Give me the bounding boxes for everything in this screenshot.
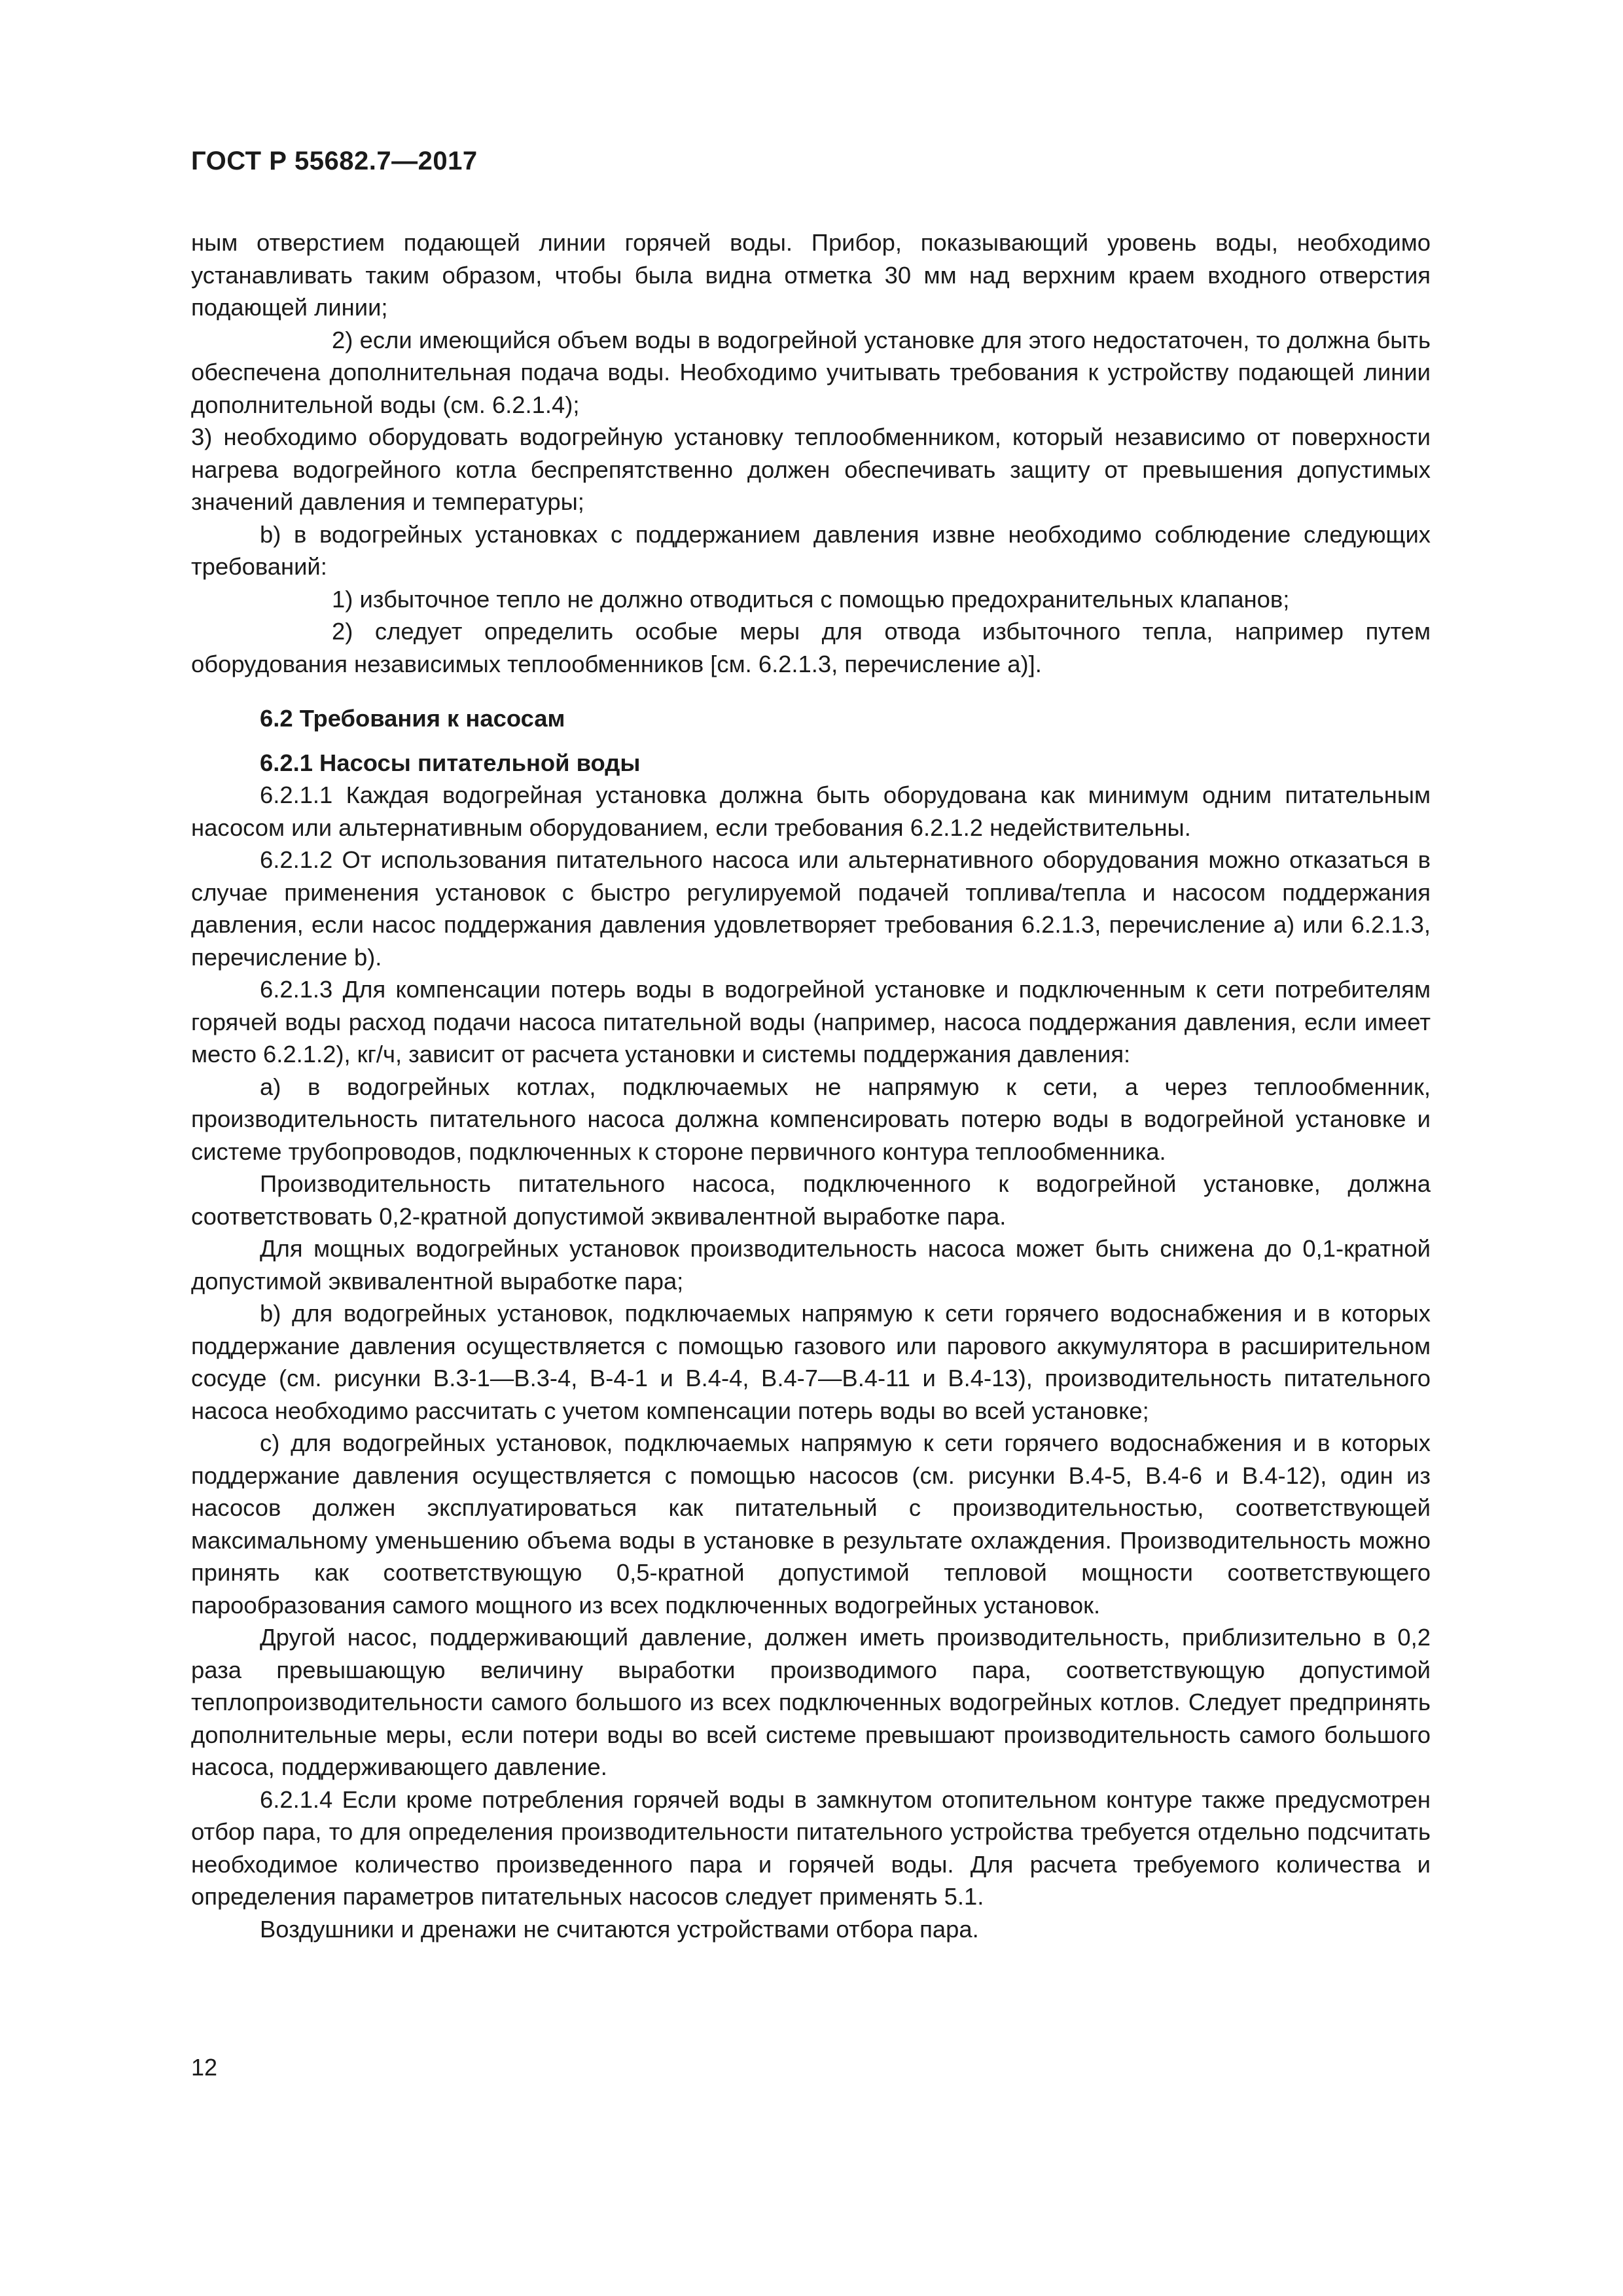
list-item: а) в водогрейных котлах, подключаемых не напрямую к сети, а через теплообменник, производительность питательного насоса должна компенсировать потерю воды в водогрейной установке и системе трубопроводов, подключенных к стороне первичного контура теплообменника. xyxy=(191,1073,1431,1165)
list-item: b) для водогрейных установок, подключаемых напрямую к сети горячего водоснабжения и в которых поддержание давления осуществляется с помощью газового или парового аккумулятора в расширительном сосуде (см. рисунки В.3-1—В.3-4, В-4-1 и В.4-4, В.4-7—В.4-11 и В.4-13), производительность питательного насоса необходимо рассчитать с учетом компенсации потерь воды во всей установке; xyxy=(191,1300,1431,1424)
subsection-heading: 6.2.1 Насосы питательной воды xyxy=(260,749,641,776)
document-body xyxy=(191,226,1431,1945)
list-item: с) для водогрейных установок, подключаемых напрямую к сети горячего водоснабжения и в которых поддержание давления осуществляется с помощью насосов (см. рисунки В.4-5, В.4-6 и В.4-12), один из насосов должен эксплуатироваться как питательный с производительностью, соответствующей максимальному уменьшению объема воды в установке в результате охлаждения. Производительность можно принять как соответствующую 0,5-кратной допустимой тепловой мощности соответствующего парообразования самого мощного из всех подключенных водогрейных установок. xyxy=(191,1429,1431,1619)
list-item: 1) избыточное тепло не должно отводиться с помощью предохранительных клапанов; xyxy=(332,585,1290,613)
spacer xyxy=(191,735,1431,747)
paragraph: ным отверстием подающей линии горячей воды. Прибор, показывающий уровень воды, необходимо устанавливать таким образом, чтобы была видна отметка 30 мм над верхним краем входного отверстия подающей линии; xyxy=(191,229,1431,321)
paragraph: Для мощных водогрейных установок производительность насоса может быть снижена до 0,1-кратной допустимой эквивалентной выработке пара; xyxy=(191,1235,1431,1295)
document-header: ГОСТ Р 55682.7—2017 xyxy=(191,147,478,175)
paragraph: 6.2.1.1 Каждая водогрейная установка должна быть оборудована как минимум одним питательным насосом или альтернативным оборудованием, если требования 6.2.1.2 недействительны. xyxy=(191,781,1431,841)
list-item: 2) следует определить особые меры для отвода избыточного тепла, например путем оборудования независимых теплообменников [см. 6.2.1.3, перечисление а)]. xyxy=(191,618,1431,677)
list-item: 3) необходимо оборудовать водогрейную установку теплообменником, который независимо от поверхности нагрева водогрейного котла беспрепятственно должен обеспечивать защиту от превышения допустимых значений давления и температуры; xyxy=(191,423,1431,515)
paragraph: Производительность питательного насоса, подключенного к водогрейной установке, должна соответствовать 0,2-кратной допустимой эквивалентной выработке пара. xyxy=(191,1170,1431,1230)
paragraph: Воздушники и дренажи не считаются устройствами отбора пара. xyxy=(260,1915,979,1943)
paragraph: 6.2.1.3 Для компенсации потерь воды в водогрейной установке и подключенным к сети потребителям горячей воды расход подачи насоса питательной воды (например, насоса поддержания давления, если имеет место 6.2.1.2), кг/ч, зависит от расчета установки и системы поддержания давления: xyxy=(191,976,1431,1067)
section-heading: 6.2 Требования к насосам xyxy=(260,705,565,732)
paragraph: 6.2.1.2 От использования питательного насоса или альтернативного оборудования можно отказаться в случае применения установок с быстро регулируемой подачей топлива/тепла и насосом поддержания давления, если насос поддержания давления удовлетворяет требования 6.2.1.3, перечисление а) или 6.2.1.3, перечисление b). xyxy=(191,846,1431,971)
page-number: 12 xyxy=(191,2054,218,2081)
list-item: 2) если имеющийся объем воды в водогрейной установке для этого недостаточен, то должна быть обеспечена дополнительная подача воды. Необходимо учитывать требования к устройству подающей линии дополнительной воды (см. 6.2.1.4); xyxy=(191,326,1431,418)
paragraph: Другой насос, поддерживающий давление, должен иметь производительность, приблизительно в 0,2 раза превышающую величину выработки производимого пара, соответствующую допустимой теплопроизводительности самого большого из всех подключенных водогрейных котлов. Следует предпринять дополнительные меры, если потери воды во всей системе превышают производительность самого большого насоса, поддерживающего давление. xyxy=(191,1624,1431,1780)
list-item: b) в водогрейных установках с поддержанием давления извне необходимо соблюдение следующих требований: xyxy=(191,520,1431,580)
spacer xyxy=(191,680,1431,702)
paragraph: 6.2.1.4 Если кроме потребления горячей воды в замкнутом отопительном контуре также предусмотрен отбор пара, то для определения производительности питательного устройства требуется отдельно подсчитать необходимое количество произведенного пара и горячей воды. Для расчета требуемого количества и определения параметров питательных насосов следует применять 5.1. xyxy=(191,1785,1431,1910)
